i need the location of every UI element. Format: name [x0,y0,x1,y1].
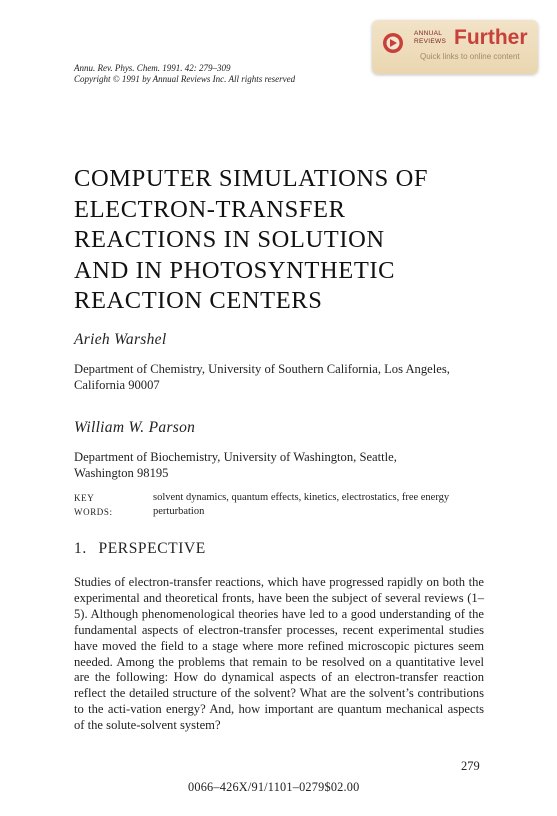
title-line: ELECTRON-TRANSFER [74,195,346,223]
section-heading [74,540,206,558]
author-name: Arieh Warshel [74,331,167,348]
author-affiliation [74,449,494,481]
author-name: William W. Parson [74,419,196,436]
section-title: PERSPECTIVE [98,540,206,557]
key-words-label: KEY WORDS: [74,493,113,517]
footer-code: 0066–426X/91/1101–0279$02.00 [188,780,360,794]
affiliation-line: Department of Chemistry, University of Southern California, Los Angeles, [74,362,450,376]
copyright-line: Copyright © 1991 by Annual Reviews Inc. All rights reserved [74,74,296,84]
annual-reviews-logo-icon [382,32,404,54]
journal-line: Annu. Rev. Phys. Chem. 1991. 42: 279–309 [74,63,231,73]
badge-annual-text: ANNUAL [414,30,443,37]
body-paragraph: Studies of electron-transfer reactions, which have progressed rapidly on both the experimental and theoretical fronts, have been the subject of several reviews (1–5). Although phenomenological theories have led to a good understanding of the fundamental aspects of electron-transfer processes, recent experimental studies have moved the field to a stage where more refined microscopic pictures seem needed. Among the problems that remain to be resolved on a quantitative level are the following: How do dynamical aspects of an electron-transfer reaction reflect the detailed structure of the solvent? What are the solvent’s contributions to the acti-vation energy? And, how important are quantum mechanical aspects of the solute-solvent system? [74,575,484,733]
title-line: REACTION CENTERS [74,287,323,314]
title-line: COMPUTER SIMULATIONS OF [74,165,429,192]
badge-reviews-text: REVIEWS [414,38,447,45]
badge-further-text: Further [454,26,528,49]
affiliation-line: Washington 98195 [74,466,169,480]
title-line: AND IN PHOTOSYNTHETIC [74,256,396,284]
journal-citation [74,63,295,85]
annual-reviews-further-badge[interactable] [372,20,538,74]
page-number: 279 [461,759,480,773]
article-title [74,164,494,317]
affiliation-line: California 90007 [74,378,160,392]
title-line: REACTIONS IN SOLUTION [74,226,385,253]
key-words-text: solvent dynamics, quantum effects, kinetics, electrostatics, free energy perturbation [153,492,450,517]
badge-quick-links-text: Quick links to online content [420,52,520,61]
author-affiliation [74,361,494,393]
section-number: 1. [74,540,87,557]
affiliation-line: Department of Biochemistry, University of Washington, Seattle, [74,450,397,464]
